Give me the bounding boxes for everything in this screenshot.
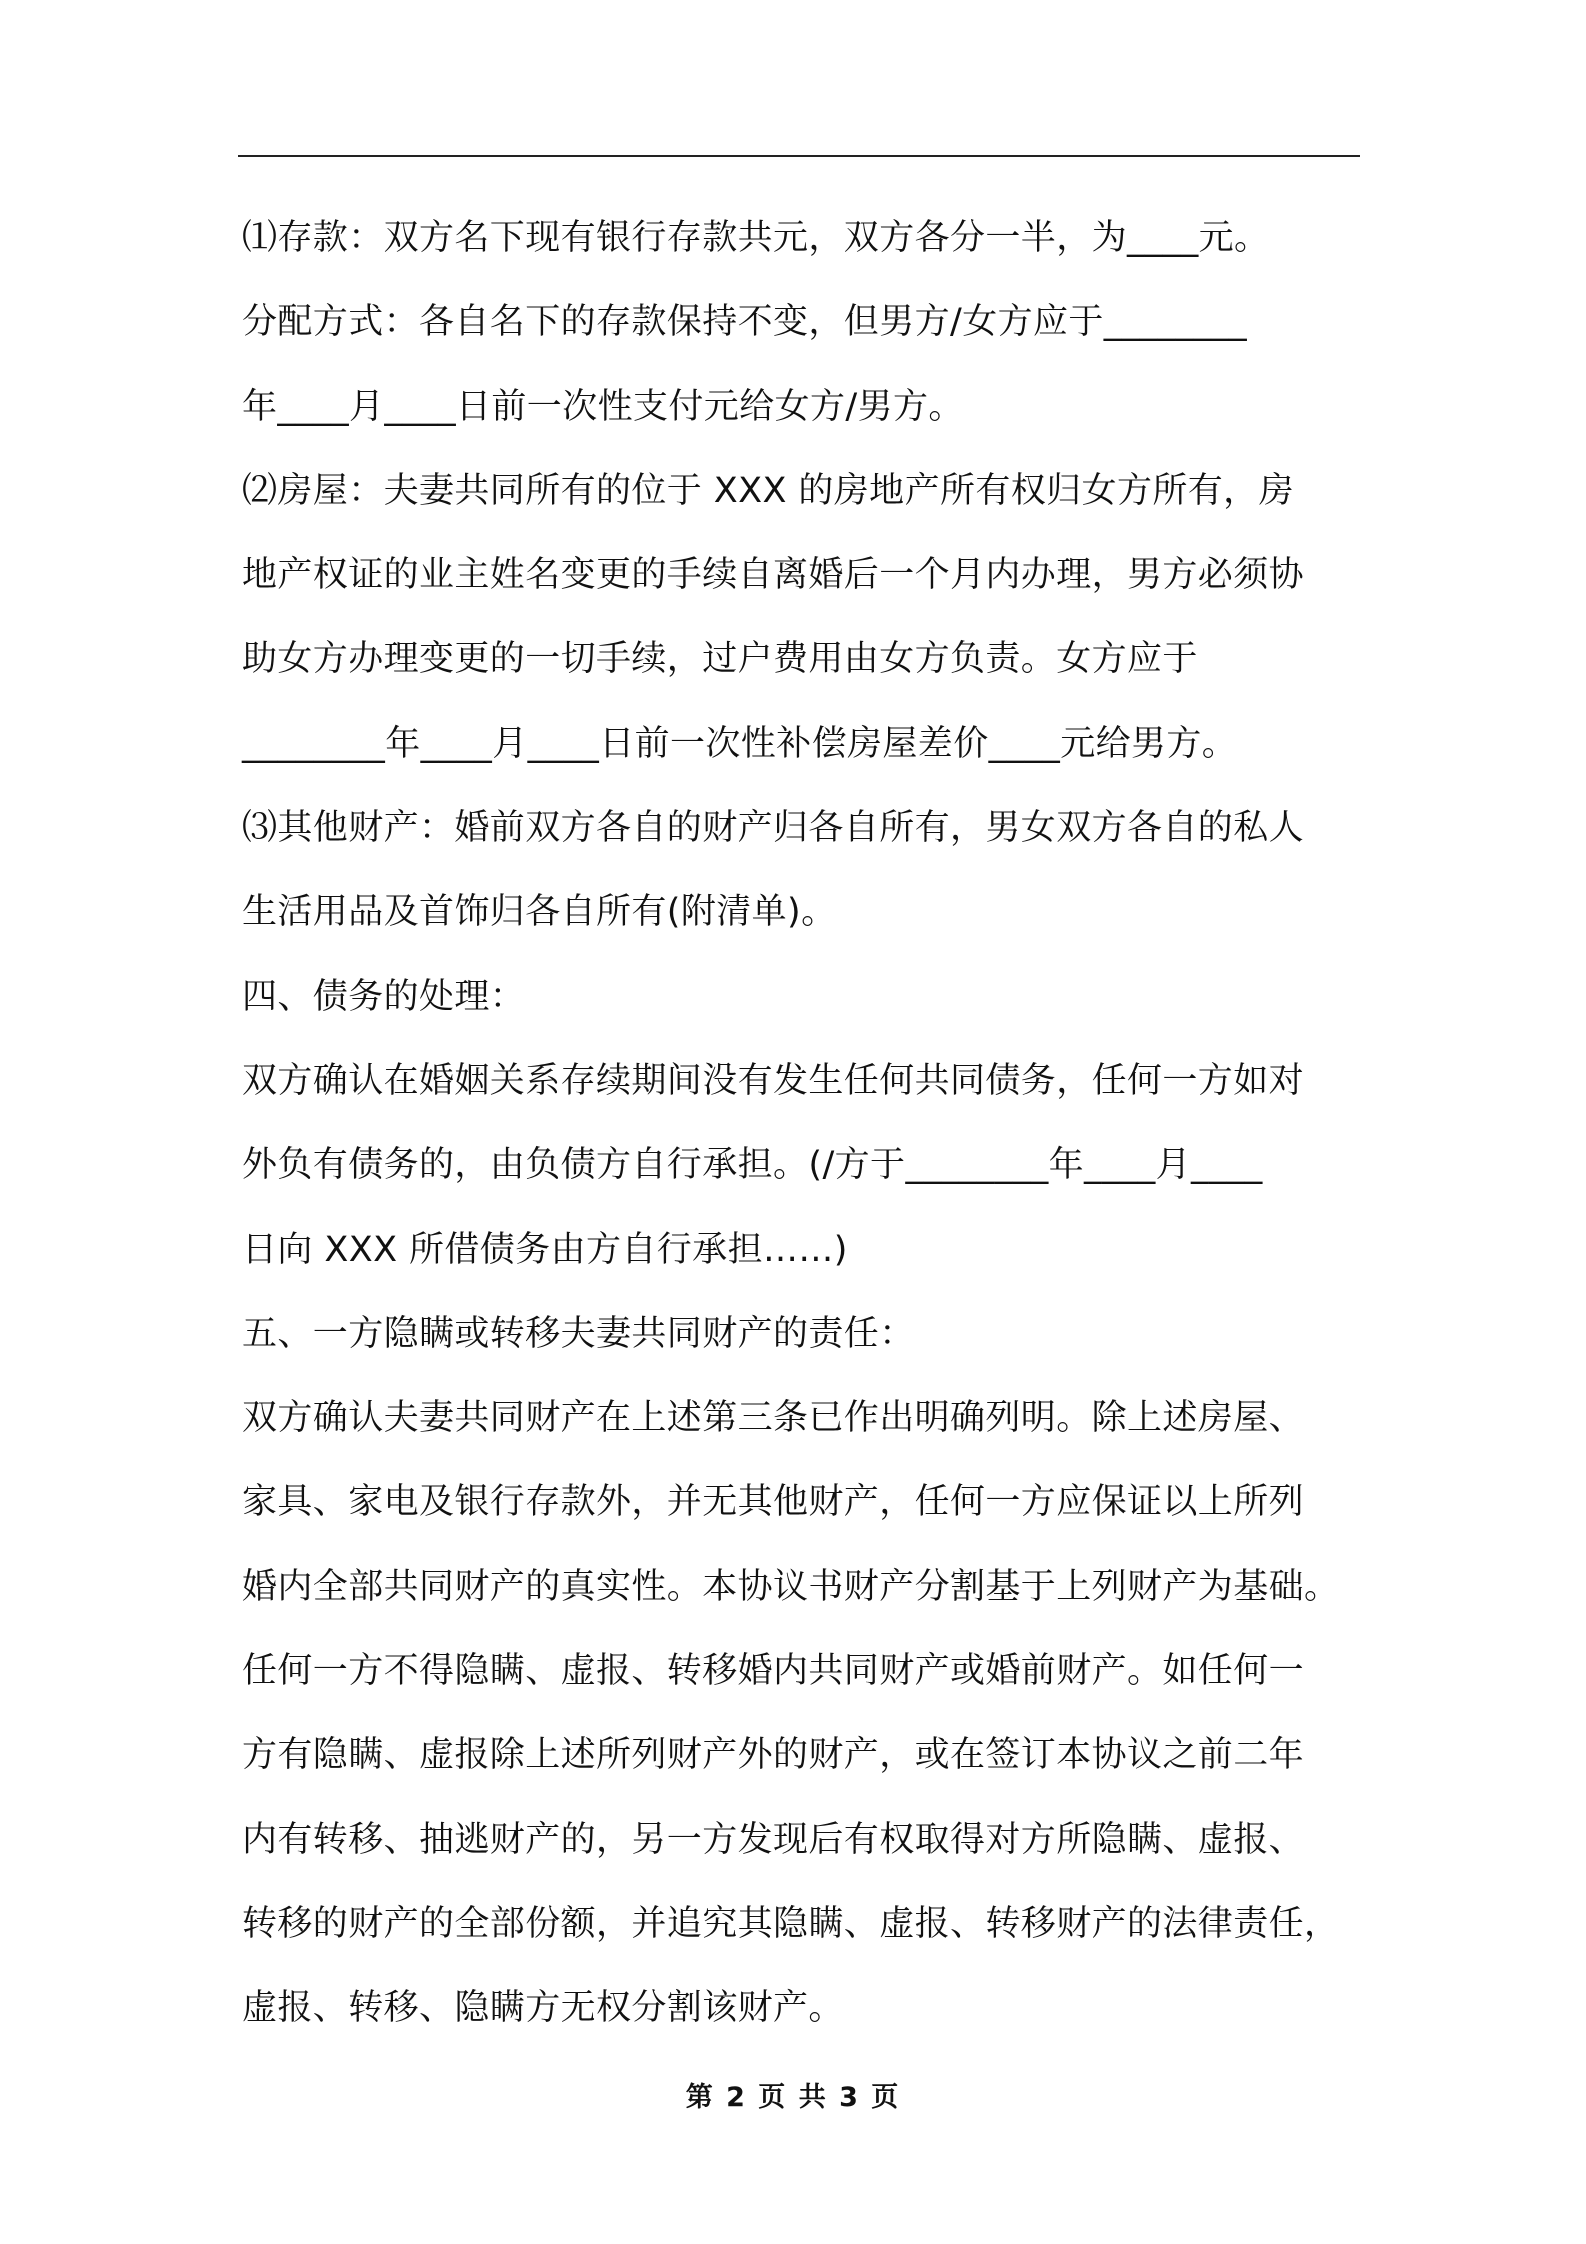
page-number: 第 2 页 共 3 页 [685,2082,901,2113]
text-line: 日向 XXX 所借债务由方自行承担……) [242,1229,848,1270]
text-line: 方有隐瞒、虚报除上述所列财产外的财产，或在签订本协议之前二年 [242,1735,1305,1776]
text-line: ⑴存款：双方名下现有银行存款共元，双方各分一半，为____元。 [242,218,1270,258]
section-heading: 五、一方隐瞒或转移夫妻共同财产的责任： [242,1313,915,1354]
text-line: 转移的财产的全部份额，并追究其隐瞒、虚报、转移财产的法律责任， [242,1903,1340,1944]
text-line: 地产权证的业主姓名变更的手续自离婚后一个月内办理，男方必须协 [242,555,1305,596]
text-line: 内有转移、抽逃财产的，另一方发现后有权取得对方所隐瞒、虚报、 [242,1819,1305,1860]
text-line: 生活用品及首饰归各自所有(附清单)。 [242,892,837,933]
text-line: 虚报、转移、隐瞒方无权分割该财产。 [242,1988,844,2029]
header-rule [238,155,1360,157]
text-line: 婚内全部共同财产的真实性。本协议书财产分割基于上列财产为基础。 [242,1566,1340,1607]
section-heading: 四、债务的处理： [242,976,526,1017]
document-body [242,196,1367,2051]
text-line: 助女方办理变更的一切手续，过户费用由女方负责。女方应于 [242,639,1198,680]
text-line: 外负有债务的，由负债方自行承担。(/方于________年____月____ [242,1145,1263,1186]
text-line: ⑵房屋：夫妻共同所有的位于 XXX 的房地产所有权归女方所有，房 [242,470,1294,511]
text-line: 任何一方不得隐瞒、虚报、转移婚内共同财产或婚前财产。如任何一 [242,1651,1305,1692]
text-line: 分配方式：各自名下的存款保持不变，但男方/女方应于________ [242,302,1247,343]
text-line: 双方确认夫妻共同财产在上述第三条已作出明确列明。除上述房屋、 [242,1398,1305,1439]
text-line: ⑶其他财产：婚前双方各自的财产归各自所有，男女双方各自的私人 [242,808,1305,849]
text-line: 家具、家电及银行存款外，并无其他财产，任何一方应保证以上所列 [242,1482,1305,1523]
text-line: 年____月____日前一次性支付元给女方/男方。 [242,386,964,427]
text-line: 双方确认在婚姻关系存续期间没有发生任何共同债务，任何一方如对 [242,1060,1305,1101]
text-line: ________年____月____日前一次性补偿房屋差价____元给男方。 [242,723,1238,764]
